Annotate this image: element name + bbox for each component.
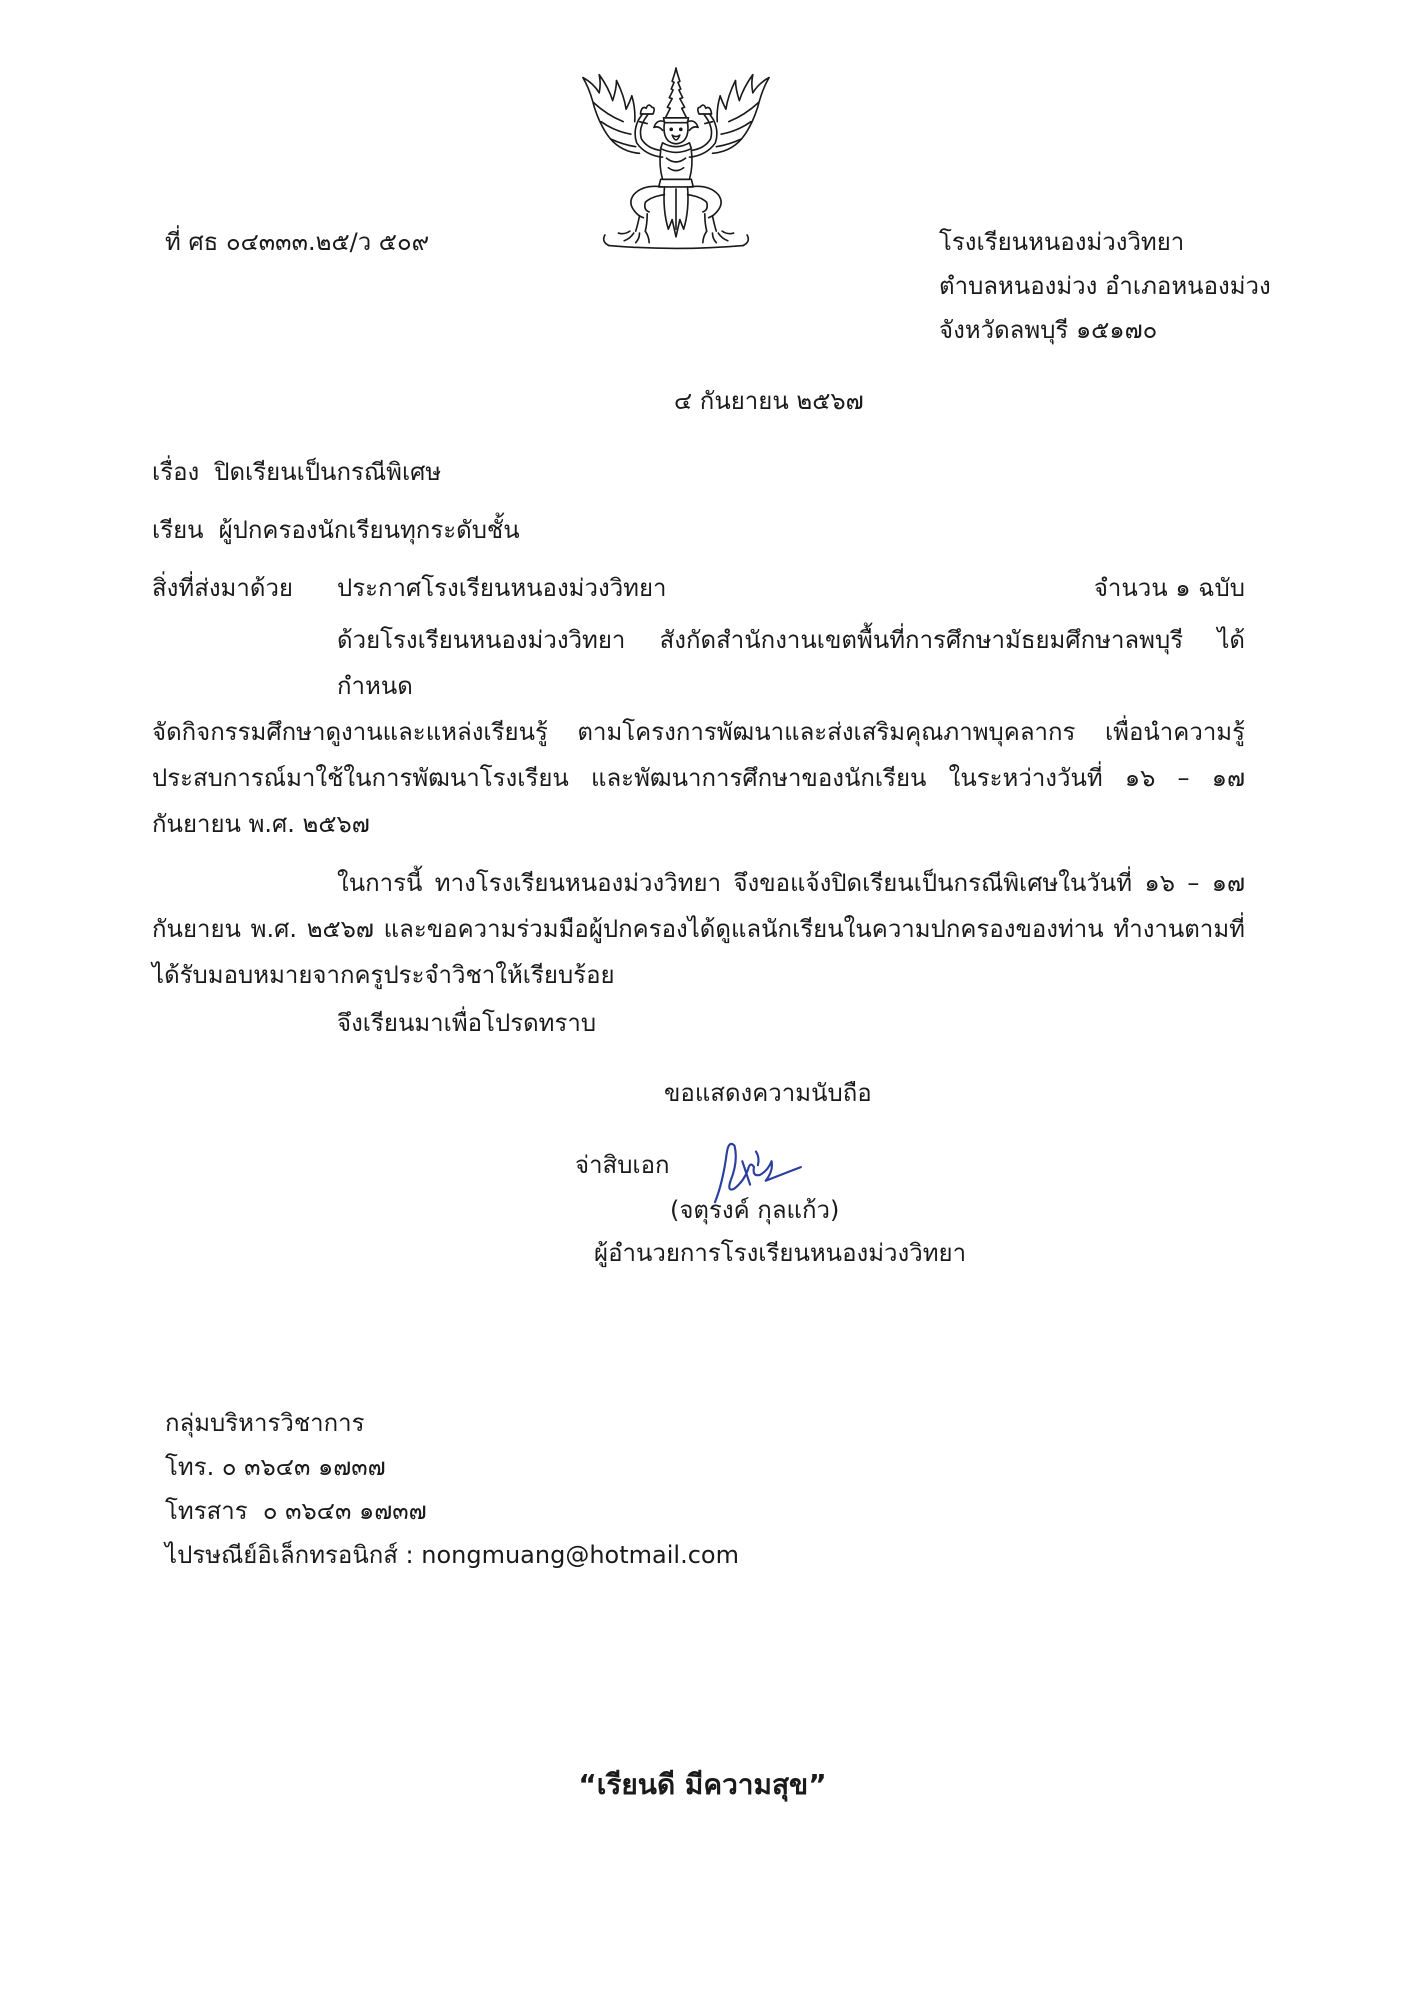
contact-department: กลุ่มบริหารวิชาการ	[165, 1409, 365, 1437]
body-paragraph-2	[152, 860, 1245, 998]
paragraph-line: ได้รับมอบหมายจากครูประจำวิชาให้เรียบร้อย	[152, 961, 615, 989]
paragraph-line: กันยายน พ.ศ. ๒๕๖๗	[152, 810, 370, 838]
paragraph-line: ประสบการณ์มาใช้ในการพัฒนาโรงเรียน และพัฒนาการศึกษาของนักเรียน ในระหว่างวันที่ ๑๖ – ๑๗	[152, 764, 1245, 792]
handwritten-signature	[705, 1132, 803, 1210]
signer-rank-line	[152, 1142, 1245, 1188]
paragraph-line: กันยายน พ.ศ. ๒๕๖๗ และขอความร่วมมือผู้ปกครองได้ดูแลนักเรียนในความปกครองของท่าน ทำงานตามที่	[152, 915, 1245, 943]
contact-email: ไปรษณีย์อิเล็กทรอนิกส์ : nongmuang@hotmail.com	[165, 1541, 739, 1569]
closing-sentence: จึงเรียนมาเพื่อโปรดทราบ	[337, 1009, 597, 1037]
document-reference-number: ที่ ศธ ๐๔๓๓๓.๒๕/ว ๕๐๙	[165, 228, 430, 256]
sender-address	[939, 220, 1271, 352]
school-motto: “เรียนดี มีความสุข”	[578, 1768, 827, 1801]
recipient-value: ผู้ปกครองนักเรียนทุกระดับชั้น	[218, 516, 520, 544]
letter-body	[152, 449, 1245, 1577]
sender-district-line: ตำบลหนองม่วง อำเภอหนองม่วง	[939, 272, 1271, 300]
recipient-label: เรียน	[152, 516, 204, 544]
sender-province-line: จังหวัดลพบุรี ๑๕๑๗๐	[939, 316, 1158, 344]
garuda-emblem-icon	[580, 66, 772, 258]
subject-line	[152, 449, 1245, 495]
subject-label: เรื่อง	[152, 458, 200, 486]
attachment-line	[152, 565, 1245, 611]
letter-date: ๔ กันยายน ๒๕๖๗	[674, 387, 864, 415]
attachment-value: ประกาศโรงเรียนหนองม่วงวิทยา	[337, 574, 667, 602]
attachment-label: สิ่งที่ส่งมาด้วย	[152, 574, 293, 602]
body-paragraph-1	[152, 617, 1245, 847]
subject-value: ปิดเรียนเป็นกรณีพิเศษ	[214, 458, 442, 486]
signoff: ขอแสดงความนับถือ	[664, 1079, 872, 1107]
contact-fax: โทรสาร ๐ ๓๖๔๓ ๑๗๓๗	[165, 1497, 427, 1525]
contact-block	[152, 1401, 1245, 1577]
paragraph-line: จัดกิจกรรมศึกษาดูงานและแหล่งเรียนรู้ ตามโครงการพัฒนาและส่งเสริมคุณภาพบุคลากร เพื่อนำความรู้	[152, 718, 1245, 746]
sender-school-name: โรงเรียนหนองม่วงวิทยา	[939, 228, 1185, 256]
signer-rank: จ่าสิบเอก	[575, 1151, 670, 1179]
recipient-line	[152, 507, 1245, 553]
paragraph-line: ด้วยโรงเรียนหนองม่วงวิทยา สังกัดสำนักงานเขตพื้นที่การศึกษามัธยมศึกษาลพบุรี ได้กำหนด	[337, 626, 1245, 700]
attachment-quantity: จำนวน ๑ ฉบับ	[1093, 574, 1245, 602]
signer-name: (จตุรงค์ กุลแก้ว)	[670, 1196, 840, 1224]
contact-phone: โทร. ๐ ๓๖๔๓ ๑๗๓๗	[165, 1453, 386, 1481]
signer-position: ผู้อำนวยการโรงเรียนหนองม่วงวิทยา	[594, 1239, 967, 1267]
paragraph-line: ในการนี้ ทางโรงเรียนหนองม่วงวิทยา จึงขอแจ้งปิดเรียนเป็นกรณีพิเศษในวันที่ ๑๖ – ๑๗	[337, 869, 1245, 897]
